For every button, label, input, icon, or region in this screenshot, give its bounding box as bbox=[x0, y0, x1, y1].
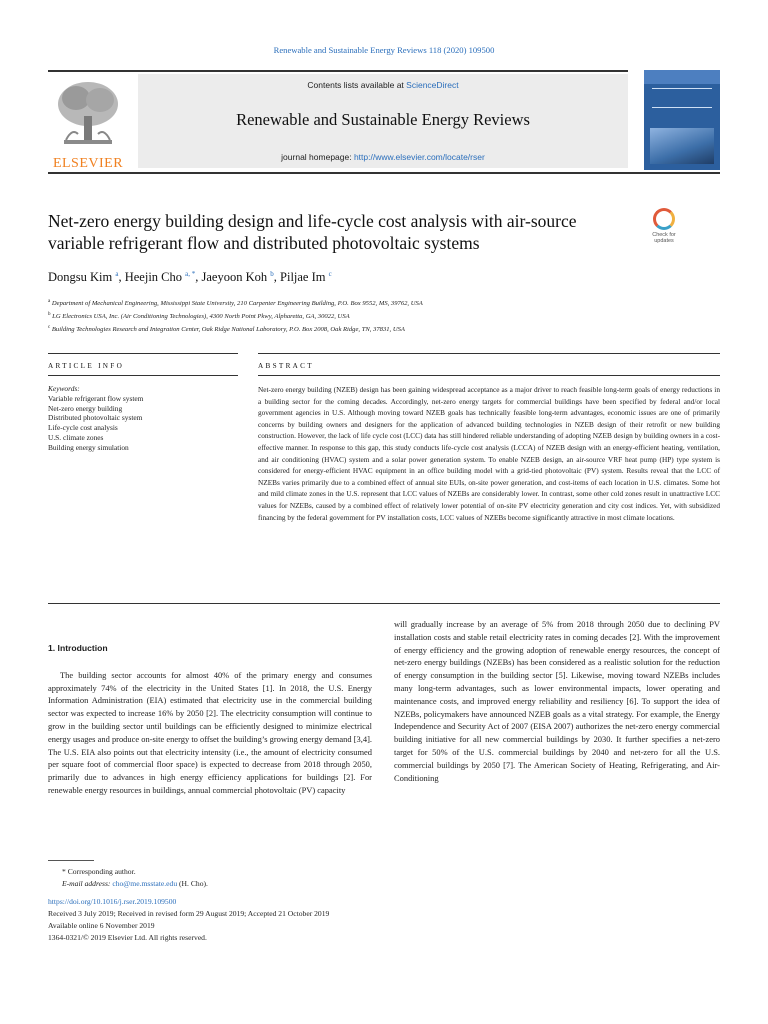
introduction-heading: 1. Introduction bbox=[48, 643, 108, 653]
body-paragraph: will gradually increase by an average of 5% from 2018 through 2050 due to declining PV installation costs and stable retail electricity rates in coming decades [2]. With the improvement of energy efficiency and the growing adoption of renewable energy resources, the concept of net-zero energy buildings (NZEBs) has been considered as a realistic solution for the reduction of energy consumption in the building sector [5]. Likewise, moving toward NZEBs includes many long-term advantages, such as lower environmental impacts, lower operating and maintenance costs, and improved energy reliability and resiliency [6]. To support the idea of NZEBs, policymakers have announced NZEB goals as a vital strategy. For example, the Energy Independence and Security Act of 2007 (EISA 2007) authorizes the net-zero energy commercial building initiative for all new commercial buildings by 2030. It further specifies a net-zero target for 50% of the U.S. commercial buildings by 2040 and net-zero for all the U.S. commercial buildings by 2050 [7]. The American Society of Heating, Refrigerating, and Air-Conditioning bbox=[394, 619, 720, 783]
check-updates-label: Check for updates bbox=[652, 232, 676, 244]
corresponding-author-note: * Corresponding author. bbox=[62, 867, 136, 876]
footnote-rule bbox=[48, 860, 94, 861]
keywords-label: Keywords: bbox=[48, 384, 80, 393]
homepage-line bbox=[138, 152, 628, 162]
cover-photo bbox=[650, 128, 714, 164]
journal-header bbox=[48, 70, 720, 172]
received-dates: Received 3 July 2019; Received in revised form 29 August 2019; Accepted 21 October 2019 bbox=[48, 909, 330, 918]
author-name[interactable]: Dongsu Kim bbox=[48, 270, 113, 285]
journal-title: Renewable and Sustainable Energy Reviews bbox=[236, 110, 530, 129]
body-column-right bbox=[394, 618, 720, 784]
author-sup[interactable]: a, * bbox=[185, 270, 196, 278]
abstract-top-rule bbox=[258, 353, 720, 354]
author-name[interactable]: Heejin Cho bbox=[124, 270, 183, 285]
masthead bbox=[138, 74, 628, 168]
check-for-updates-badge[interactable] bbox=[646, 208, 682, 248]
journal-citation[interactable]: Renewable and Sustainable Energy Reviews 118 (2020) 109500 bbox=[273, 45, 495, 55]
author-sup[interactable]: b bbox=[270, 270, 274, 278]
doi-link[interactable]: https://doi.org/10.1016/j.rser.2019.109500 bbox=[48, 897, 177, 906]
email-label: E-mail address: bbox=[62, 879, 113, 888]
article-info-top-rule bbox=[48, 353, 238, 354]
abstract-heading: ABSTRACT bbox=[258, 362, 314, 370]
footnotes bbox=[48, 866, 468, 944]
email-line bbox=[48, 878, 468, 890]
article-info-head-rule bbox=[48, 375, 238, 376]
affiliation-item: $^a$ Department of Mechanical Engineering, Mississippi State University, 210 Carpenter Engineering Building, P.O. Box 9552, MS, 39762, USA bbox=[48, 299, 423, 308]
author-sup[interactable]: a bbox=[115, 270, 119, 278]
journal-cover-image[interactable] bbox=[644, 70, 720, 170]
available-online: Available online 6 November 2019 bbox=[48, 921, 155, 930]
email-suffix: (H. Cho). bbox=[177, 879, 208, 888]
header-bottom-rule bbox=[48, 172, 720, 174]
abstract-bottom-rule bbox=[48, 603, 720, 604]
header-top-rule bbox=[48, 70, 628, 72]
article-info-heading: ARTICLE INFO bbox=[48, 362, 125, 370]
author-list: Dongsu Kim $^a$, Heejin Cho $^{a, *}$, Jaeyoon Koh $^b$, Piljae Im $^c$ bbox=[48, 270, 332, 285]
cover-band bbox=[644, 70, 720, 84]
affiliation-item: $^c$ Building Technologies Research and Integration Center, Oak Ridge National Laboratory, P.O. Box 2008, Oak Ridge, TN, 37831, USA bbox=[48, 325, 405, 334]
keyword-item: Building energy simulation bbox=[48, 442, 129, 452]
author-name[interactable]: Piljae Im bbox=[280, 270, 326, 285]
abstract-head-rule bbox=[258, 375, 720, 376]
affiliations bbox=[48, 296, 668, 336]
email-link[interactable]: cho@me.msstate.edu bbox=[112, 879, 178, 888]
contents-prefix: Contents lists available at bbox=[307, 80, 407, 90]
abstract-text: Net-zero energy building (NZEB) design has been gaining widespread acceptance as a major driver to reach feasible long-term goals of energy reductions in a building sector for the coming decades. Accordingly, net-zero energy targets for commercial buildings have been specified by federal and/or local government agencies in U.S. Although moving toward NZEB goals has technically feasible long-term advantages, economic issues are one of primarily concerns by building owners and designers for the application of advanced building technologies in NZEB design of their retrofit or new building construction. However, the lack of life cycle cost (LCC) data has still hindered reliable understanding of adopting NZEB design by building owners in a cost-effective manner. In response to this gap, this study conducts life-cycle cost analysis (LCCA) of NZEB design with an energy-efficient heating, ventilation, and air conditioning (HVAC) system and a solar power generation system. To enable NZEB design, an air-source VRF heat pump (HP) type system is considered for energy-efficient HVAC equipment in an office building model with a grid-tied photovoltaic (PV) system. Results reveal that the LCC of NZEBs varies primarily due to a combined effect of annual site EUIs, on-site power generation, and cost-items of each location in U.S. climates. Some hot and mild climate zones in the U.S. represent that LCC values of NZEBs are considerably lower. In contrast, some other cold zones result in unattractive LCC values for NZEBs, caused by a combined effect of relatively lower potential of on-site PV electricity generation and city cost indices. Yet, with subsidized financing by the federal government for PV installation costs, LCC values of NZEBs become significantly attractive in most climate locations. bbox=[258, 385, 720, 522]
keyword-item: Variable refrigerant flow system bbox=[48, 393, 144, 403]
elsevier-tree-icon bbox=[54, 78, 122, 148]
keyword-item: Life-cycle cost analysis bbox=[48, 423, 118, 433]
author-name[interactable]: Jaeyoon Koh bbox=[201, 270, 268, 285]
keywords-block bbox=[48, 384, 238, 453]
homepage-prefix: journal homepage: bbox=[281, 152, 354, 162]
publisher-name: ELSEVIER bbox=[52, 156, 124, 171]
elsevier-logo bbox=[48, 76, 128, 171]
body-paragraph: The building sector accounts for almost 40% of the primary energy and consumes approximately 74% of the electricity in the United States [1]. In 2018, the U.S. Energy Information Administration (EIA) estimated that electricity use in the commercial building sector was expected to increase 16% by 2050 [2]. The electricity consumption will continue to grow in the building sector until buildings can be efficiently designed to minimize electrical energy usages and produce on-site energy to offset the building’s growing energy demand [3,4]. The U.S. EIA also points out that electricity intensity (i.e., the amount of electricity consumed per square foot of commercial floor space) is expected to decrease from 2018 through 2050, primarily due to advances in high energy efficiency applications for buildings [2]. For renewable energy resources in buildings, annual commercial photovoltaic (PV) capacity bbox=[48, 669, 372, 795]
sciencedirect-link[interactable]: ScienceDirect bbox=[406, 80, 459, 90]
keyword-item: U.S. climate zones bbox=[48, 432, 104, 442]
contents-line bbox=[138, 80, 628, 90]
affiliation-item: $^b$ LG Electronics USA, Inc. (Air Conditioning Technologies), 4300 North Point Pkwy, Alpharetta, GA, 30022, USA bbox=[48, 312, 350, 321]
homepage-link[interactable]: http://www.elsevier.com/locate/rser bbox=[353, 152, 485, 162]
keyword-item: Net-zero energy building bbox=[48, 403, 123, 413]
keyword-item: Distributed photovoltaic system bbox=[48, 413, 143, 423]
cover-title-block bbox=[652, 88, 712, 108]
copyright: 1364-0321/© 2019 Elsevier Ltd. All rights reserved. bbox=[48, 933, 207, 942]
body-column-left bbox=[48, 642, 372, 797]
author-sup[interactable]: c bbox=[328, 270, 332, 278]
article-title: Net-zero energy building design and life-cycle cost analysis with air-source variable refrigerant flow and distributed photovoltaic systems bbox=[48, 211, 577, 253]
check-updates-icon bbox=[653, 208, 675, 230]
